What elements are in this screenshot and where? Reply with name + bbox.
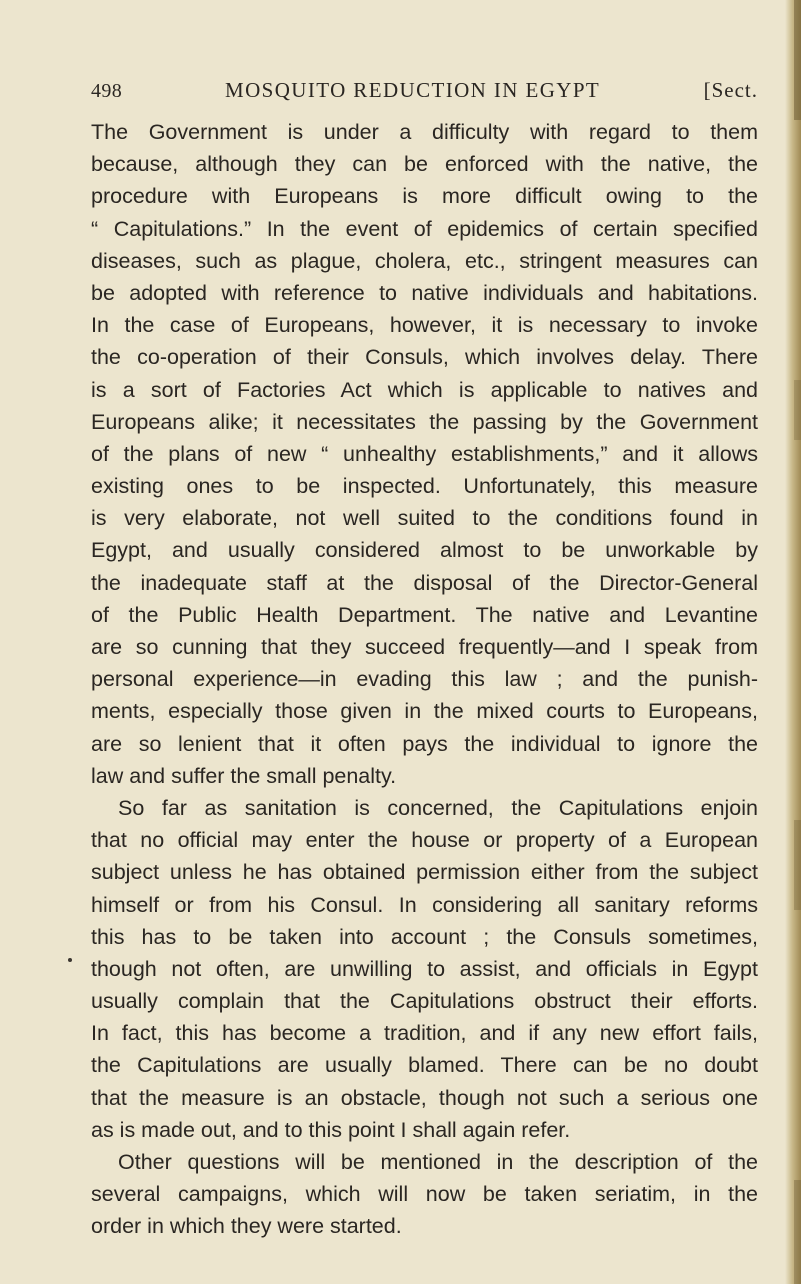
text-line: existing ones to be inspected. Unfortunately, this measure bbox=[91, 474, 758, 499]
text-line: subject unless he has obtained permission either from the subject bbox=[91, 860, 758, 885]
text-line: because, although they can be enforced with the native, the bbox=[91, 152, 758, 177]
text-line: as is made out, and to this point I shall again refer. bbox=[91, 1117, 571, 1142]
page-edge-mark bbox=[794, 820, 801, 910]
text-line: several campaigns, which will now be taken seriatim, in the bbox=[91, 1182, 758, 1207]
text-line: ments, especially those given in the mixed courts to Europeans, bbox=[91, 699, 758, 724]
text-line: himself or from his Consul. In considering all sanitary reforms bbox=[91, 892, 758, 917]
text-line: though not often, are unwilling to assist, and officials in Egypt bbox=[91, 956, 758, 981]
text-line: is a sort of Factories Act which is applicable to natives and bbox=[91, 377, 758, 402]
text-line: usually complain that the Capitulations obstruct their efforts. bbox=[91, 989, 758, 1014]
text-line: “ Capitulations.” In the event of epidemics of certain specified bbox=[91, 216, 758, 241]
text-line: personal experience—in evading this law ; and the punish- bbox=[91, 667, 758, 692]
text-line: are so lenient that it often pays the individual to ignore the bbox=[91, 731, 758, 756]
text-line: are so cunning that they succeed frequently—and I speak from bbox=[91, 635, 758, 659]
text-line: Other questions will be mentioned in the description of the bbox=[118, 1150, 758, 1174]
text-line: The Government is under a difficulty with regard to them bbox=[91, 120, 758, 144]
text-line: the inadequate staff at the disposal of the Director-General bbox=[91, 570, 758, 595]
body-text bbox=[91, 116, 758, 1243]
text-line: Europeans alike; it necessitates the passing by the Government bbox=[91, 409, 758, 434]
page-edge-mark bbox=[794, 1180, 801, 1284]
text-line: diseases, such as plague, cholera, etc., stringent measures can bbox=[91, 248, 758, 273]
text-line: the Capitulations are usually blamed. There can be no doubt bbox=[91, 1053, 758, 1078]
paragraph bbox=[91, 792, 758, 1146]
text-line: of the Public Health Department. The native and Levantine bbox=[91, 602, 758, 627]
page-number: 498 bbox=[91, 80, 123, 102]
text-line: is very elaborate, not well suited to the conditions found in bbox=[91, 506, 758, 531]
text-line: that the measure is an obstacle, though not such a serious one bbox=[91, 1085, 758, 1110]
page-edge-mark bbox=[794, 0, 801, 120]
text-line: that no official may enter the house or property of a European bbox=[91, 828, 758, 853]
text-line: of the plans of new “ unhealthy establishments,” and it allows bbox=[91, 441, 758, 466]
text-line: be adopted with reference to native individuals and habitations. bbox=[91, 280, 758, 305]
text-line: this has to be taken into account ; the Consuls sometimes, bbox=[91, 924, 758, 949]
text-line: law and suffer the small penalty. bbox=[91, 763, 397, 788]
page-edge-mark bbox=[794, 380, 801, 440]
text-line: So far as sanitation is concerned, the Capitulations enjoin bbox=[118, 795, 758, 820]
text-line: Egypt, and usually considered almost to be unworkable by bbox=[91, 538, 758, 563]
text-line: procedure with Europeans is more difficult owing to the bbox=[91, 184, 758, 209]
text-line: In fact, this has become a tradition, and if any new effort fails, bbox=[91, 1021, 758, 1046]
section-label: [Sect. bbox=[703, 78, 758, 102]
paragraph bbox=[91, 1146, 758, 1243]
running-head bbox=[91, 72, 758, 108]
text-line: order in which they were started. bbox=[91, 1214, 402, 1239]
paragraph bbox=[91, 116, 758, 792]
text-line: the co-operation of their Consuls, which involves delay. There bbox=[91, 345, 758, 370]
page-edge-shadow bbox=[785, 0, 801, 1284]
running-title: MOSQUITO REDUCTION IN EGYPT bbox=[225, 78, 601, 102]
margin-dot bbox=[68, 958, 72, 962]
text-line: In the case of Europeans, however, it is necessary to invoke bbox=[91, 313, 758, 338]
